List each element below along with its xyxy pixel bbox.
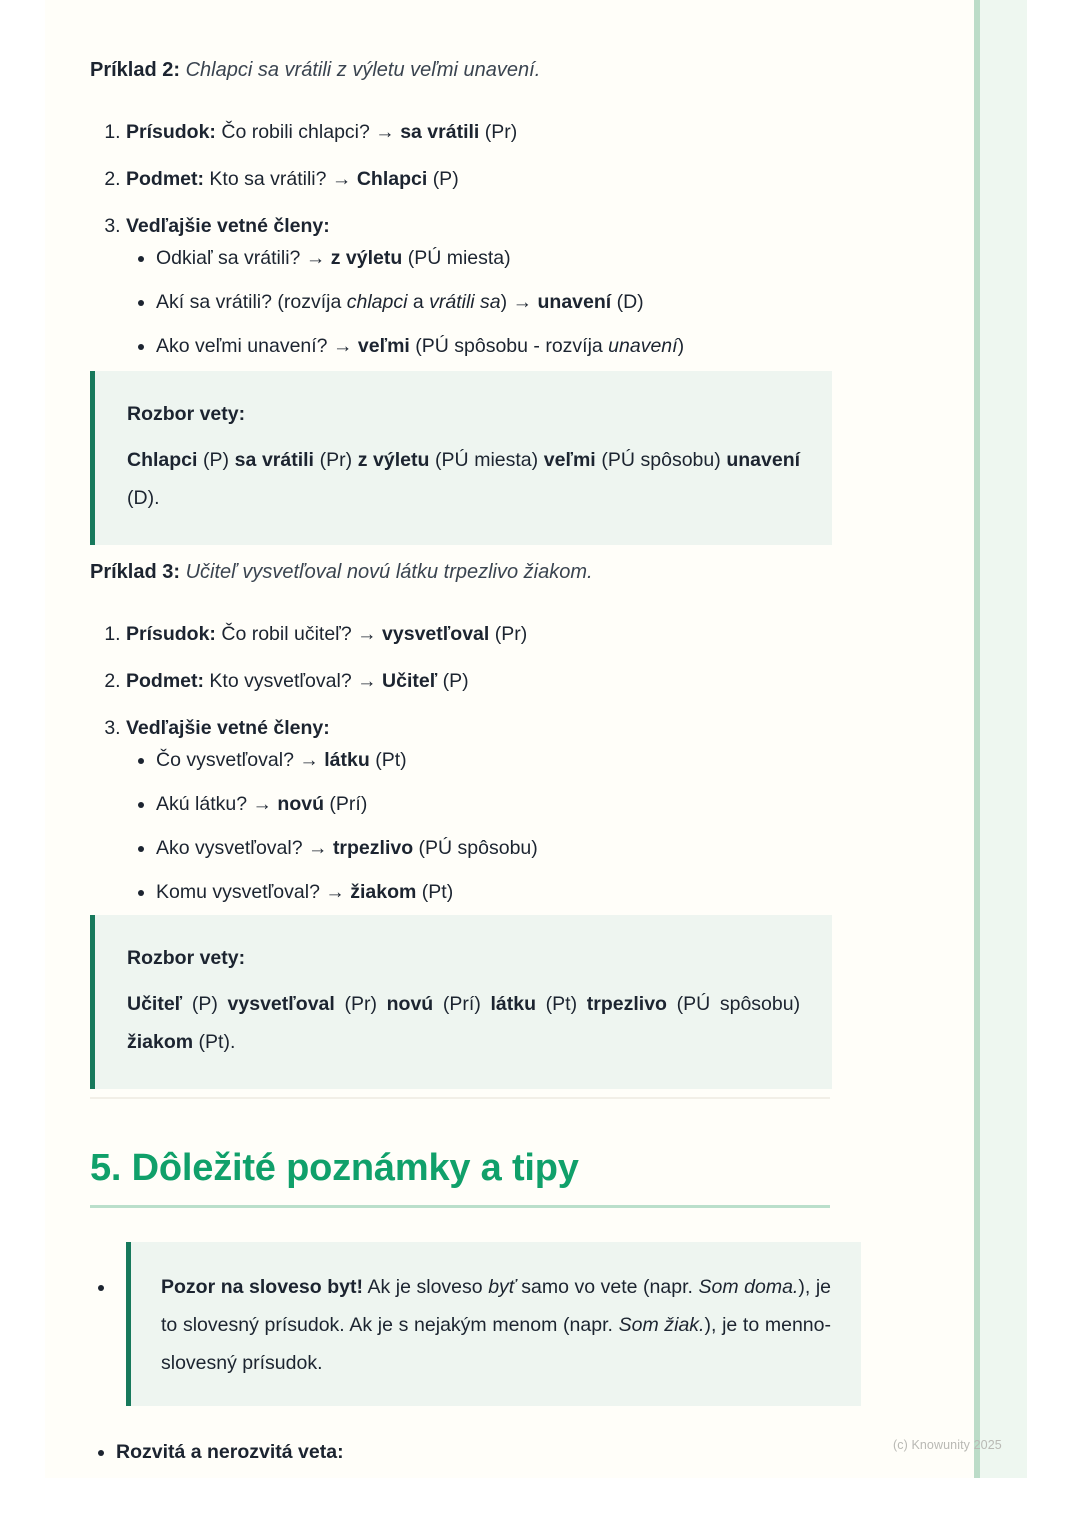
sub-tag: (PÚ miesta) <box>407 247 511 269</box>
section-title-underline <box>90 1205 830 1208</box>
analysis-part: Učiteľ <box>127 993 183 1015</box>
tips-list <box>90 1242 861 1465</box>
sub-tag: (Pt) <box>421 881 454 903</box>
copyright-watermark: (c) Knowunity 2025 <box>893 1438 1002 1452</box>
sub-item <box>156 333 835 359</box>
example-2-heading <box>90 56 835 84</box>
example-3-sentence: Učiteľ vysvetľoval novú látku trpezlivo žiakom. <box>185 561 593 583</box>
analysis-part: (PÚ miesta) <box>435 449 539 471</box>
arrow-icon: → <box>252 793 272 815</box>
sub-tag: (Prí) <box>329 793 368 815</box>
analysis-part: vysvetľoval <box>227 993 335 1015</box>
step-tag: (Pr) <box>484 121 518 143</box>
sub-question: Ako veľmi unavení? <box>156 335 328 357</box>
analysis-part: (D). <box>127 487 160 509</box>
arrow-icon: → <box>512 291 533 313</box>
example-2-subitems <box>126 245 835 359</box>
callout-title: Rozbor vety: <box>127 947 246 969</box>
callout-body <box>161 1268 831 1382</box>
callout-body <box>127 441 800 517</box>
analysis-part: (PÚ spôsobu) <box>601 449 721 471</box>
sub-answer: veľmi <box>357 335 410 357</box>
step-item <box>126 668 835 694</box>
analysis-part: z výletu <box>357 449 430 471</box>
step-term: Vedľajšie vetné členy: <box>126 215 330 237</box>
sub-answer: trpezlivo <box>332 837 414 859</box>
arrow-icon: → <box>331 168 352 190</box>
sub-item <box>156 791 835 817</box>
sub-tag: (D) <box>616 291 644 313</box>
example-2-sentence: Chlapci sa vrátili z výletu veľmi unavení. <box>185 59 541 81</box>
example-3-analysis-callout <box>90 915 832 1089</box>
sub-question: Akú látku? <box>156 793 248 815</box>
sub-note-post: ) <box>500 291 508 313</box>
sub-tag-italic: unavení <box>608 335 678 357</box>
step-item <box>126 621 835 647</box>
step-tag: (P) <box>442 670 469 692</box>
analysis-part: unavení <box>726 449 801 471</box>
example-3-steps <box>90 621 835 905</box>
step-item <box>126 119 835 145</box>
arrow-icon: → <box>308 837 328 859</box>
example-2-steps <box>90 119 835 359</box>
arrow-icon: → <box>332 335 353 357</box>
sub-note-italic-1: chlapci <box>346 291 408 313</box>
tip-list-item-plain <box>116 1439 861 1465</box>
example-2-block <box>90 56 835 359</box>
analysis-part: (Pr) <box>344 993 377 1015</box>
example-3-label: Príklad 3: <box>90 561 181 583</box>
tip-label: Rozvitá a nerozvitá veta: <box>116 1441 344 1463</box>
sub-question: Akí sa vrátili? <box>156 291 272 313</box>
tip-bold-lead: Pozor na sloveso byt! <box>161 1276 363 1298</box>
sub-tag-post: ) <box>677 335 685 357</box>
step-question: Kto vysvetľoval? <box>209 670 352 692</box>
tip-italic-3: Som žiak. <box>618 1314 705 1336</box>
sub-question: Čo vysvetľoval? <box>156 749 294 771</box>
step-term: Prísudok: <box>126 623 216 645</box>
analysis-part: sa vrátili <box>234 449 314 471</box>
step-answer: Učiteľ <box>382 670 438 692</box>
sub-item <box>156 747 835 773</box>
step-answer: vysvetľoval <box>382 623 490 645</box>
verb-byt-callout <box>126 1242 861 1406</box>
tip-italic-1: byť <box>488 1276 516 1298</box>
arrow-icon: → <box>375 121 395 143</box>
analysis-part: veľmi <box>543 449 596 471</box>
analysis-part: (P) <box>191 993 218 1015</box>
step-term: Prísudok: <box>126 121 216 143</box>
sub-item <box>156 245 835 271</box>
sub-tag: (Pt) <box>375 749 407 771</box>
sub-tag: (PÚ spôsobu) <box>418 837 538 859</box>
analysis-part: (Pt) <box>545 993 578 1015</box>
sub-tag-pre: (PÚ spôsobu - rozvíja <box>415 335 609 357</box>
step-item <box>126 213 835 359</box>
tip-italic-2: Som doma. <box>698 1276 799 1298</box>
step-term: Vedľajšie vetné členy: <box>126 717 330 739</box>
step-question: Čo robili chlapci? <box>221 121 370 143</box>
arrow-icon: → <box>325 881 345 903</box>
analysis-part: (Pt). <box>198 1031 236 1053</box>
step-term: Podmet: <box>126 168 204 190</box>
arrow-icon: → <box>299 749 319 771</box>
sub-item <box>156 835 835 861</box>
analysis-part: žiakom <box>127 1031 194 1053</box>
sub-item <box>156 879 835 905</box>
sub-note-mid: a <box>407 291 430 313</box>
example-3-subitems <box>126 747 835 905</box>
arrow-icon: → <box>305 247 326 269</box>
sub-answer: novú <box>277 793 324 815</box>
page-side-panel <box>980 0 1027 1478</box>
step-item <box>126 166 835 192</box>
analysis-part: (PÚ spôsobu) <box>676 993 801 1015</box>
arrow-icon: → <box>357 670 377 692</box>
example-2-analysis-callout <box>90 371 832 545</box>
step-answer: Chlapci <box>356 168 428 190</box>
example-2-label: Príklad 2: <box>90 59 181 81</box>
analysis-part: Chlapci <box>127 449 198 471</box>
tip-text-3: ), je to slovesný prísudok. Ak je s nejakým menom (napr. <box>161 1276 831 1336</box>
sub-answer: látku <box>324 749 370 771</box>
analysis-part: (Prí) <box>442 993 481 1015</box>
step-question: Čo robil učiteľ? <box>221 623 352 645</box>
page-title: 5. Dôležité poznámky a tipy <box>90 1147 579 1189</box>
analysis-part: látku <box>490 993 536 1015</box>
callout-body <box>127 985 800 1061</box>
callout-title: Rozbor vety: <box>127 403 246 425</box>
sub-answer: z výletu <box>330 247 403 269</box>
step-tag: (Pr) <box>494 623 528 645</box>
analysis-part: (Pr) <box>319 449 353 471</box>
analysis-part: (P) <box>203 449 230 471</box>
arrow-icon: → <box>357 623 377 645</box>
example-3-block <box>90 558 835 905</box>
tip-list-item-callout <box>116 1242 861 1406</box>
sub-note-pre: (rozvíja <box>277 291 347 313</box>
step-tag: (P) <box>432 168 459 190</box>
tip-text-1: Ak je sloveso <box>362 1276 489 1298</box>
sub-note-italic-2: vrátili sa <box>429 291 501 313</box>
analysis-part: novú <box>386 993 434 1015</box>
sub-question: Ako vysvetľoval? <box>156 837 303 859</box>
section-5-header <box>90 1145 835 1208</box>
sub-question: Odkiaľ sa vrátili? <box>156 247 301 269</box>
analysis-part: trpezlivo <box>586 993 667 1015</box>
sub-item <box>156 289 835 315</box>
step-answer: sa vrátili <box>400 121 480 143</box>
sub-answer: žiakom <box>350 881 417 903</box>
example-3-heading <box>90 558 835 586</box>
document-content <box>90 0 835 1478</box>
sub-answer: unavení <box>537 291 612 313</box>
tip-text-2: samo vo vete (napr. <box>515 1276 699 1298</box>
sub-question: Komu vysvetľoval? <box>156 881 320 903</box>
tip-text-4: ), je to menno-slovesný prísudok. <box>161 1314 831 1374</box>
step-item <box>126 715 835 905</box>
section-divider <box>90 1097 830 1099</box>
step-question: Kto sa vrátili? <box>209 168 327 190</box>
step-term: Podmet: <box>126 670 204 692</box>
